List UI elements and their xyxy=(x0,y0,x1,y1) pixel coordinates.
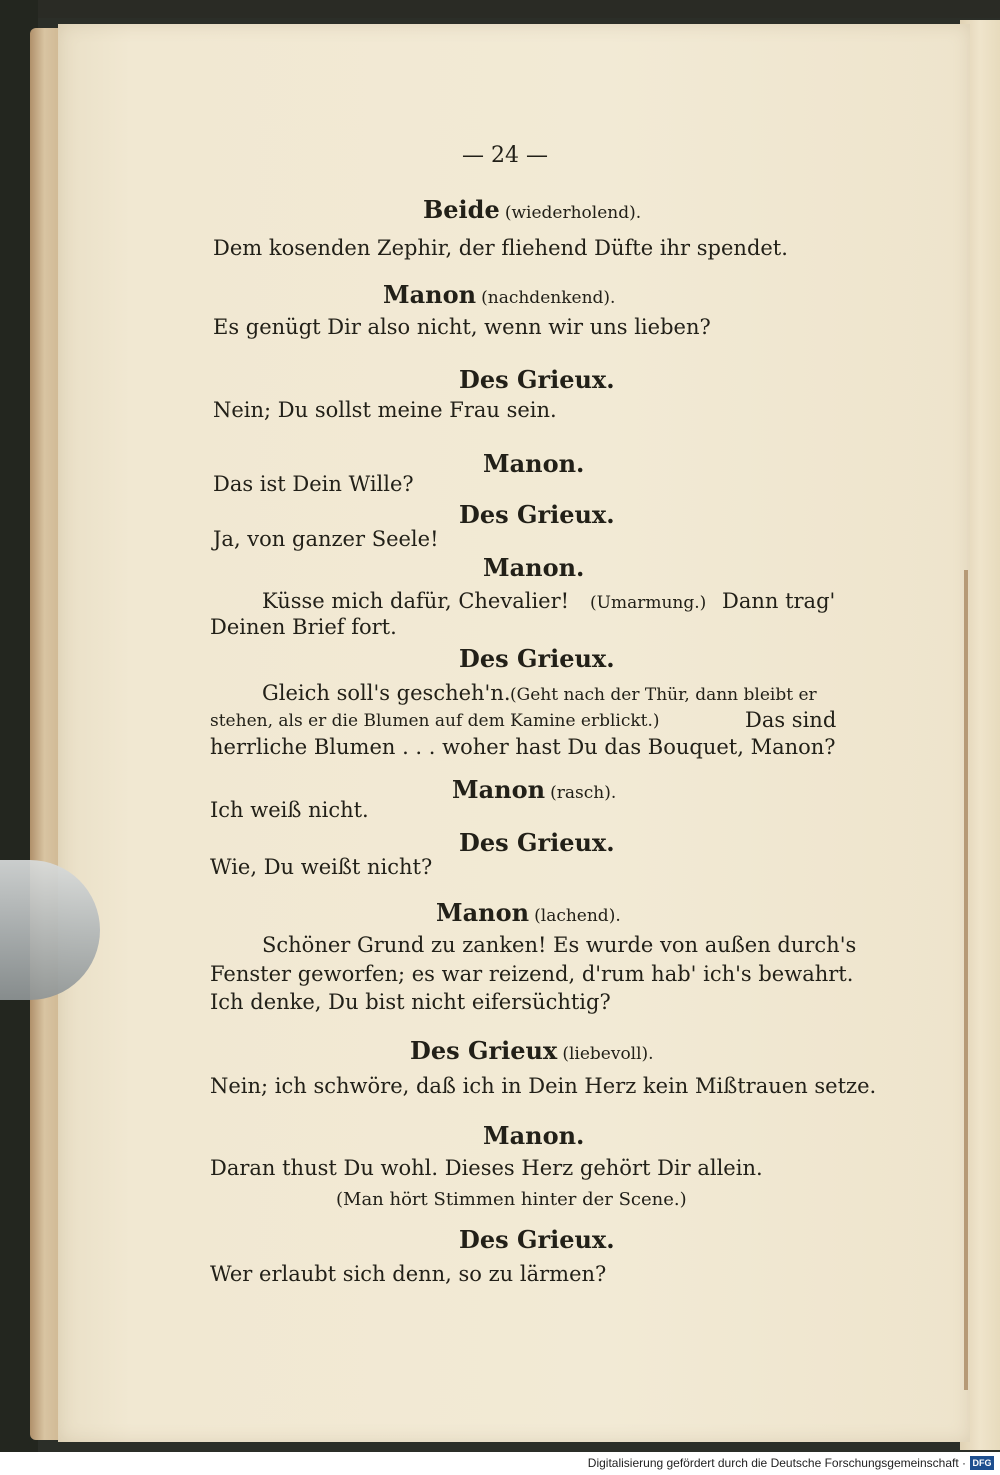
speaker-heading xyxy=(436,898,621,927)
stage-direction: (rasch). xyxy=(550,783,617,803)
dialogue-line: Wer erlaubt sich denn, so zu lärmen? xyxy=(210,1262,607,1286)
dialogue-line: Nein; Du sollst meine Frau sein. xyxy=(213,398,557,422)
speaker-name: Des Grieux. xyxy=(459,644,615,673)
dialogue-line: Schöner Grund zu zanken! Es wurde von außen durch's xyxy=(262,933,857,957)
dialogue-line: Fenster geworfen; es war reizend, d'rum hab' ich's bewahrt. xyxy=(210,962,854,986)
speaker-name: Manon. xyxy=(483,553,585,582)
speaker-heading xyxy=(423,195,641,224)
dialogue-line: Daran thust Du wohl. Dieses Herz gehört Dir allein. xyxy=(210,1156,763,1180)
scan-background-top xyxy=(0,0,1000,18)
dialogue-line: Das ist Dein Wille? xyxy=(213,472,414,496)
speaker-heading xyxy=(383,280,615,309)
dialogue-line: Ich denke, Du bist nicht eifersüchtig? xyxy=(210,990,611,1014)
dialogue-line: Dann trag' xyxy=(722,589,836,613)
speaker-name: Manon xyxy=(452,775,546,804)
dfg-logo: DFG xyxy=(970,1456,994,1470)
page-crease xyxy=(964,570,968,1390)
stage-direction: (liebevoll). xyxy=(562,1044,654,1064)
speaker-name: Beide xyxy=(423,195,500,224)
stage-direction: (nachdenkend). xyxy=(481,288,616,308)
dialogue-line: Wie, Du weißt nicht? xyxy=(210,855,433,879)
speaker-name: Manon. xyxy=(483,449,585,478)
dialogue-line: Ich weiß nicht. xyxy=(210,798,369,822)
dialogue-line: Deinen Brief fort. xyxy=(210,615,397,639)
speaker-name: Des Grieux. xyxy=(459,828,615,857)
speaker-name: Des Grieux. xyxy=(459,1225,615,1254)
stage-direction: (wiederholend). xyxy=(504,203,642,223)
speaker-name: Manon xyxy=(436,898,530,927)
stage-direction: (lachend). xyxy=(534,906,621,926)
dialogue-line: herrliche Blumen . . . woher hast Du das Bouquet, Manon? xyxy=(210,735,836,759)
speaker-heading xyxy=(452,775,616,804)
speaker-name: Des Grieux xyxy=(410,1036,558,1065)
stage-direction: (Man hört Stimmen hinter der Scene.) xyxy=(336,1189,687,1210)
speaker-name: Manon. xyxy=(483,1121,585,1150)
dialogue-line: Nein; ich schwöre, daß ich in Dein Herz kein Mißtrauen setze. xyxy=(210,1074,877,1098)
dialogue-line: Das sind xyxy=(745,708,837,732)
dialogue-line: Dem kosenden Zephir, der fliehend Düfte ihr spendet. xyxy=(213,236,788,260)
speaker-name: Manon xyxy=(383,280,477,309)
stage-direction: (Umarmung.) xyxy=(590,593,707,613)
dialogue-line: Küsse mich dafür, Chevalier! xyxy=(262,589,570,613)
stage-direction: (Geht nach der Thür, dann bleibt er xyxy=(510,685,817,705)
dialogue-line: Ja, von ganzer Seele! xyxy=(213,527,439,551)
speaker-name: Des Grieux. xyxy=(459,365,615,394)
digitization-credit: Digitalisierung gefördert durch die Deutsche Forschungsgemeinschaft · xyxy=(587,1456,966,1470)
speaker-name: Des Grieux. xyxy=(459,500,615,529)
dialogue-line: Es genügt Dir also nicht, wenn wir uns lieben? xyxy=(213,315,711,339)
dialogue-line: Gleich soll's gescheh'n. xyxy=(262,681,511,705)
speaker-heading xyxy=(410,1036,654,1065)
page-number: — 24 — xyxy=(462,143,548,168)
stage-direction: stehen, als er die Blumen auf dem Kamine erblickt.) xyxy=(210,711,660,731)
